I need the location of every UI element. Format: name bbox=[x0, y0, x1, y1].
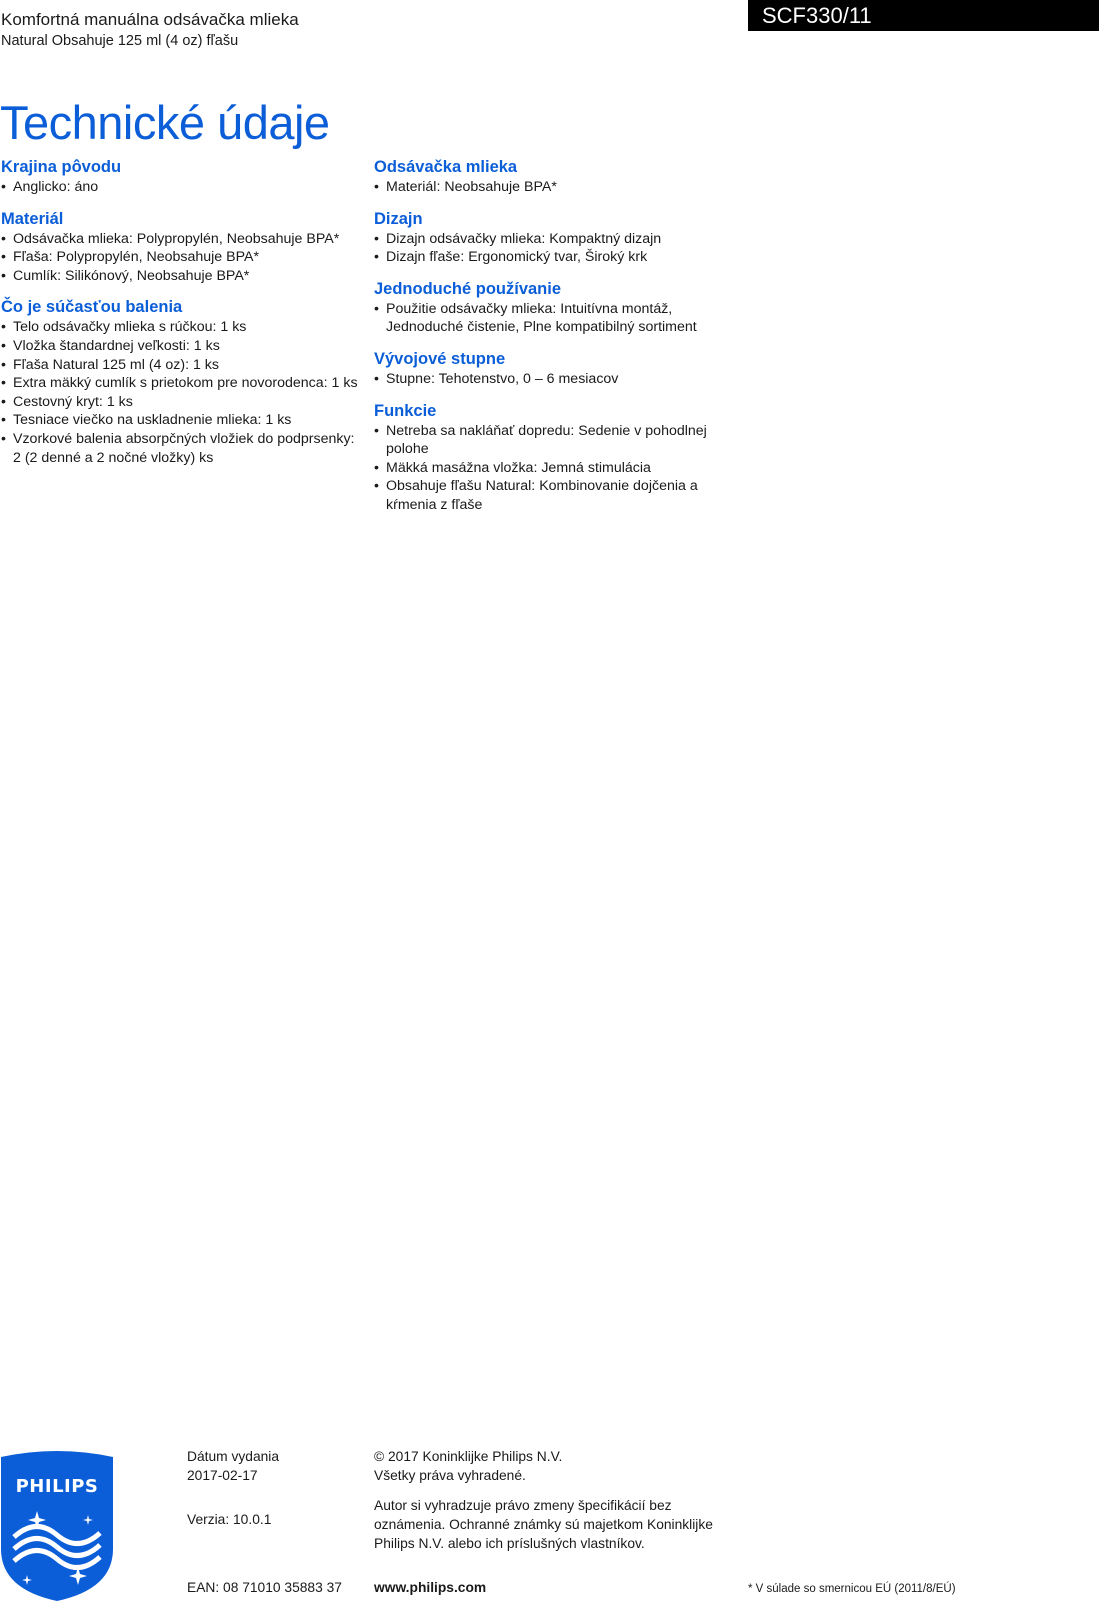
spec-item: • Dizajn fľaše: Ergonomický tvar, Široký krk bbox=[374, 248, 746, 267]
shield-icon bbox=[1, 1451, 113, 1601]
spec-item: • Dizajn odsávačky mlieka: Kompaktný dizajn bbox=[374, 230, 746, 249]
header-title: Komfortná manuálna odsávačka mlieka bbox=[1, 10, 299, 29]
spec-section bbox=[374, 402, 746, 515]
page-title: Technické údaje bbox=[0, 96, 330, 150]
spec-list bbox=[374, 370, 746, 389]
date-value: 2017-02-17 bbox=[187, 1468, 258, 1483]
spec-section bbox=[1, 298, 361, 467]
spec-list bbox=[374, 300, 746, 337]
spec-section bbox=[374, 280, 746, 337]
spec-item: • Extra mäkký cumlík s prietokom pre novorodenca: 1 ks bbox=[1, 374, 361, 393]
spec-item: • Telo odsávačky mlieka s rúčkou: 1 ks bbox=[1, 318, 361, 337]
disclaimer: Autor si vyhradzuje právo zmeny špecifikácií bez oznámenia. Ochranné známky sú majetkom Koninklijke Philips N.V. alebo ich príslušných vlastníkov. bbox=[374, 1498, 713, 1551]
spec-item: • Fľaša: Polypropylén, Neobsahuje BPA* bbox=[1, 248, 361, 267]
section-heading: Dizajn bbox=[374, 209, 423, 228]
footnote: * V súlade so smernicou EÚ (2011/8/EÚ) bbox=[748, 1583, 956, 1595]
ean-code: EAN: 08 71010 35883 37 bbox=[187, 1580, 342, 1595]
spec-item: • Odsávačka mlieka: Polypropylén, Neobsahuje BPA* bbox=[1, 230, 361, 249]
spec-section bbox=[1, 158, 361, 197]
section-heading: Materiál bbox=[1, 209, 64, 228]
section-heading: Jednoduché používanie bbox=[374, 279, 562, 298]
spec-item: • Fľaša Natural 125 ml (4 oz): 1 ks bbox=[1, 356, 361, 375]
spec-item: • Mäkká masážna vložka: Jemná stimulácia bbox=[374, 459, 746, 478]
spec-item: • Anglicko: áno bbox=[1, 178, 361, 197]
website-link[interactable]: www.philips.com bbox=[374, 1580, 487, 1595]
model-badge bbox=[748, 0, 1099, 31]
spec-list bbox=[374, 178, 746, 197]
spec-item: • Tesniace viečko na uskladnenie mlieka: 1 ks bbox=[1, 411, 361, 430]
section-heading: Krajina pôvodu bbox=[1, 158, 122, 176]
section-heading: Funkcie bbox=[374, 401, 437, 420]
version: Verzia: 10.0.1 bbox=[187, 1512, 272, 1527]
spec-section bbox=[374, 158, 746, 197]
spec-item: • Cumlík: Silikónový, Neobsahuje BPA* bbox=[1, 267, 361, 286]
philips-shield-logo bbox=[0, 1449, 114, 1601]
spec-column-right bbox=[374, 158, 746, 528]
section-heading: Čo je súčasťou balenia bbox=[1, 298, 183, 317]
logo-text: PHILIPS bbox=[15, 1476, 99, 1497]
spec-item: • Vložka štandardnej veľkosti: 1 ks bbox=[1, 337, 361, 356]
spec-section bbox=[1, 210, 361, 286]
spec-list bbox=[1, 178, 361, 197]
spec-section bbox=[374, 210, 746, 267]
copyright: © 2017 Koninklijke Philips N.V. bbox=[374, 1449, 563, 1464]
spec-list bbox=[1, 230, 361, 286]
spec-item: • Netreba sa nakláňať dopredu: Sedenie v pohodlnej polohe bbox=[374, 422, 746, 459]
spec-item: • Materiál: Neobsahuje BPA* bbox=[374, 178, 746, 197]
section-heading: Vývojové stupne bbox=[374, 349, 506, 368]
spec-item: • Stupne: Tehotenstvo, 0 – 6 mesiacov bbox=[374, 370, 746, 389]
date-label: Dátum vydania bbox=[187, 1449, 280, 1464]
model-number: SCF330/11 bbox=[762, 3, 872, 28]
header-subtitle: Natural Obsahuje 125 ml (4 oz) fľašu bbox=[1, 33, 239, 49]
spec-item: • Obsahuje fľašu Natural: Kombinovanie dojčenia a kŕmenia z fľaše bbox=[374, 477, 746, 514]
section-heading: Odsávačka mlieka bbox=[374, 158, 518, 176]
spec-item: • Cestovný kryt: 1 ks bbox=[1, 393, 361, 412]
spec-item: • Vzorkové balenia absorpčných vložiek do podprsenky: 2 (2 denné a 2 nočné vložky) ks bbox=[1, 430, 361, 467]
rights: Všetky práva vyhradené. bbox=[374, 1468, 526, 1483]
spec-item: • Použitie odsávačky mlieka: Intuitívna montáž, Jednoduché čistenie, Plne kompatibilný sortiment bbox=[374, 300, 746, 337]
spec-list bbox=[1, 318, 361, 467]
spec-section bbox=[374, 350, 746, 389]
spec-column-left bbox=[1, 158, 361, 480]
spec-list bbox=[374, 230, 746, 267]
spec-list bbox=[374, 422, 746, 515]
